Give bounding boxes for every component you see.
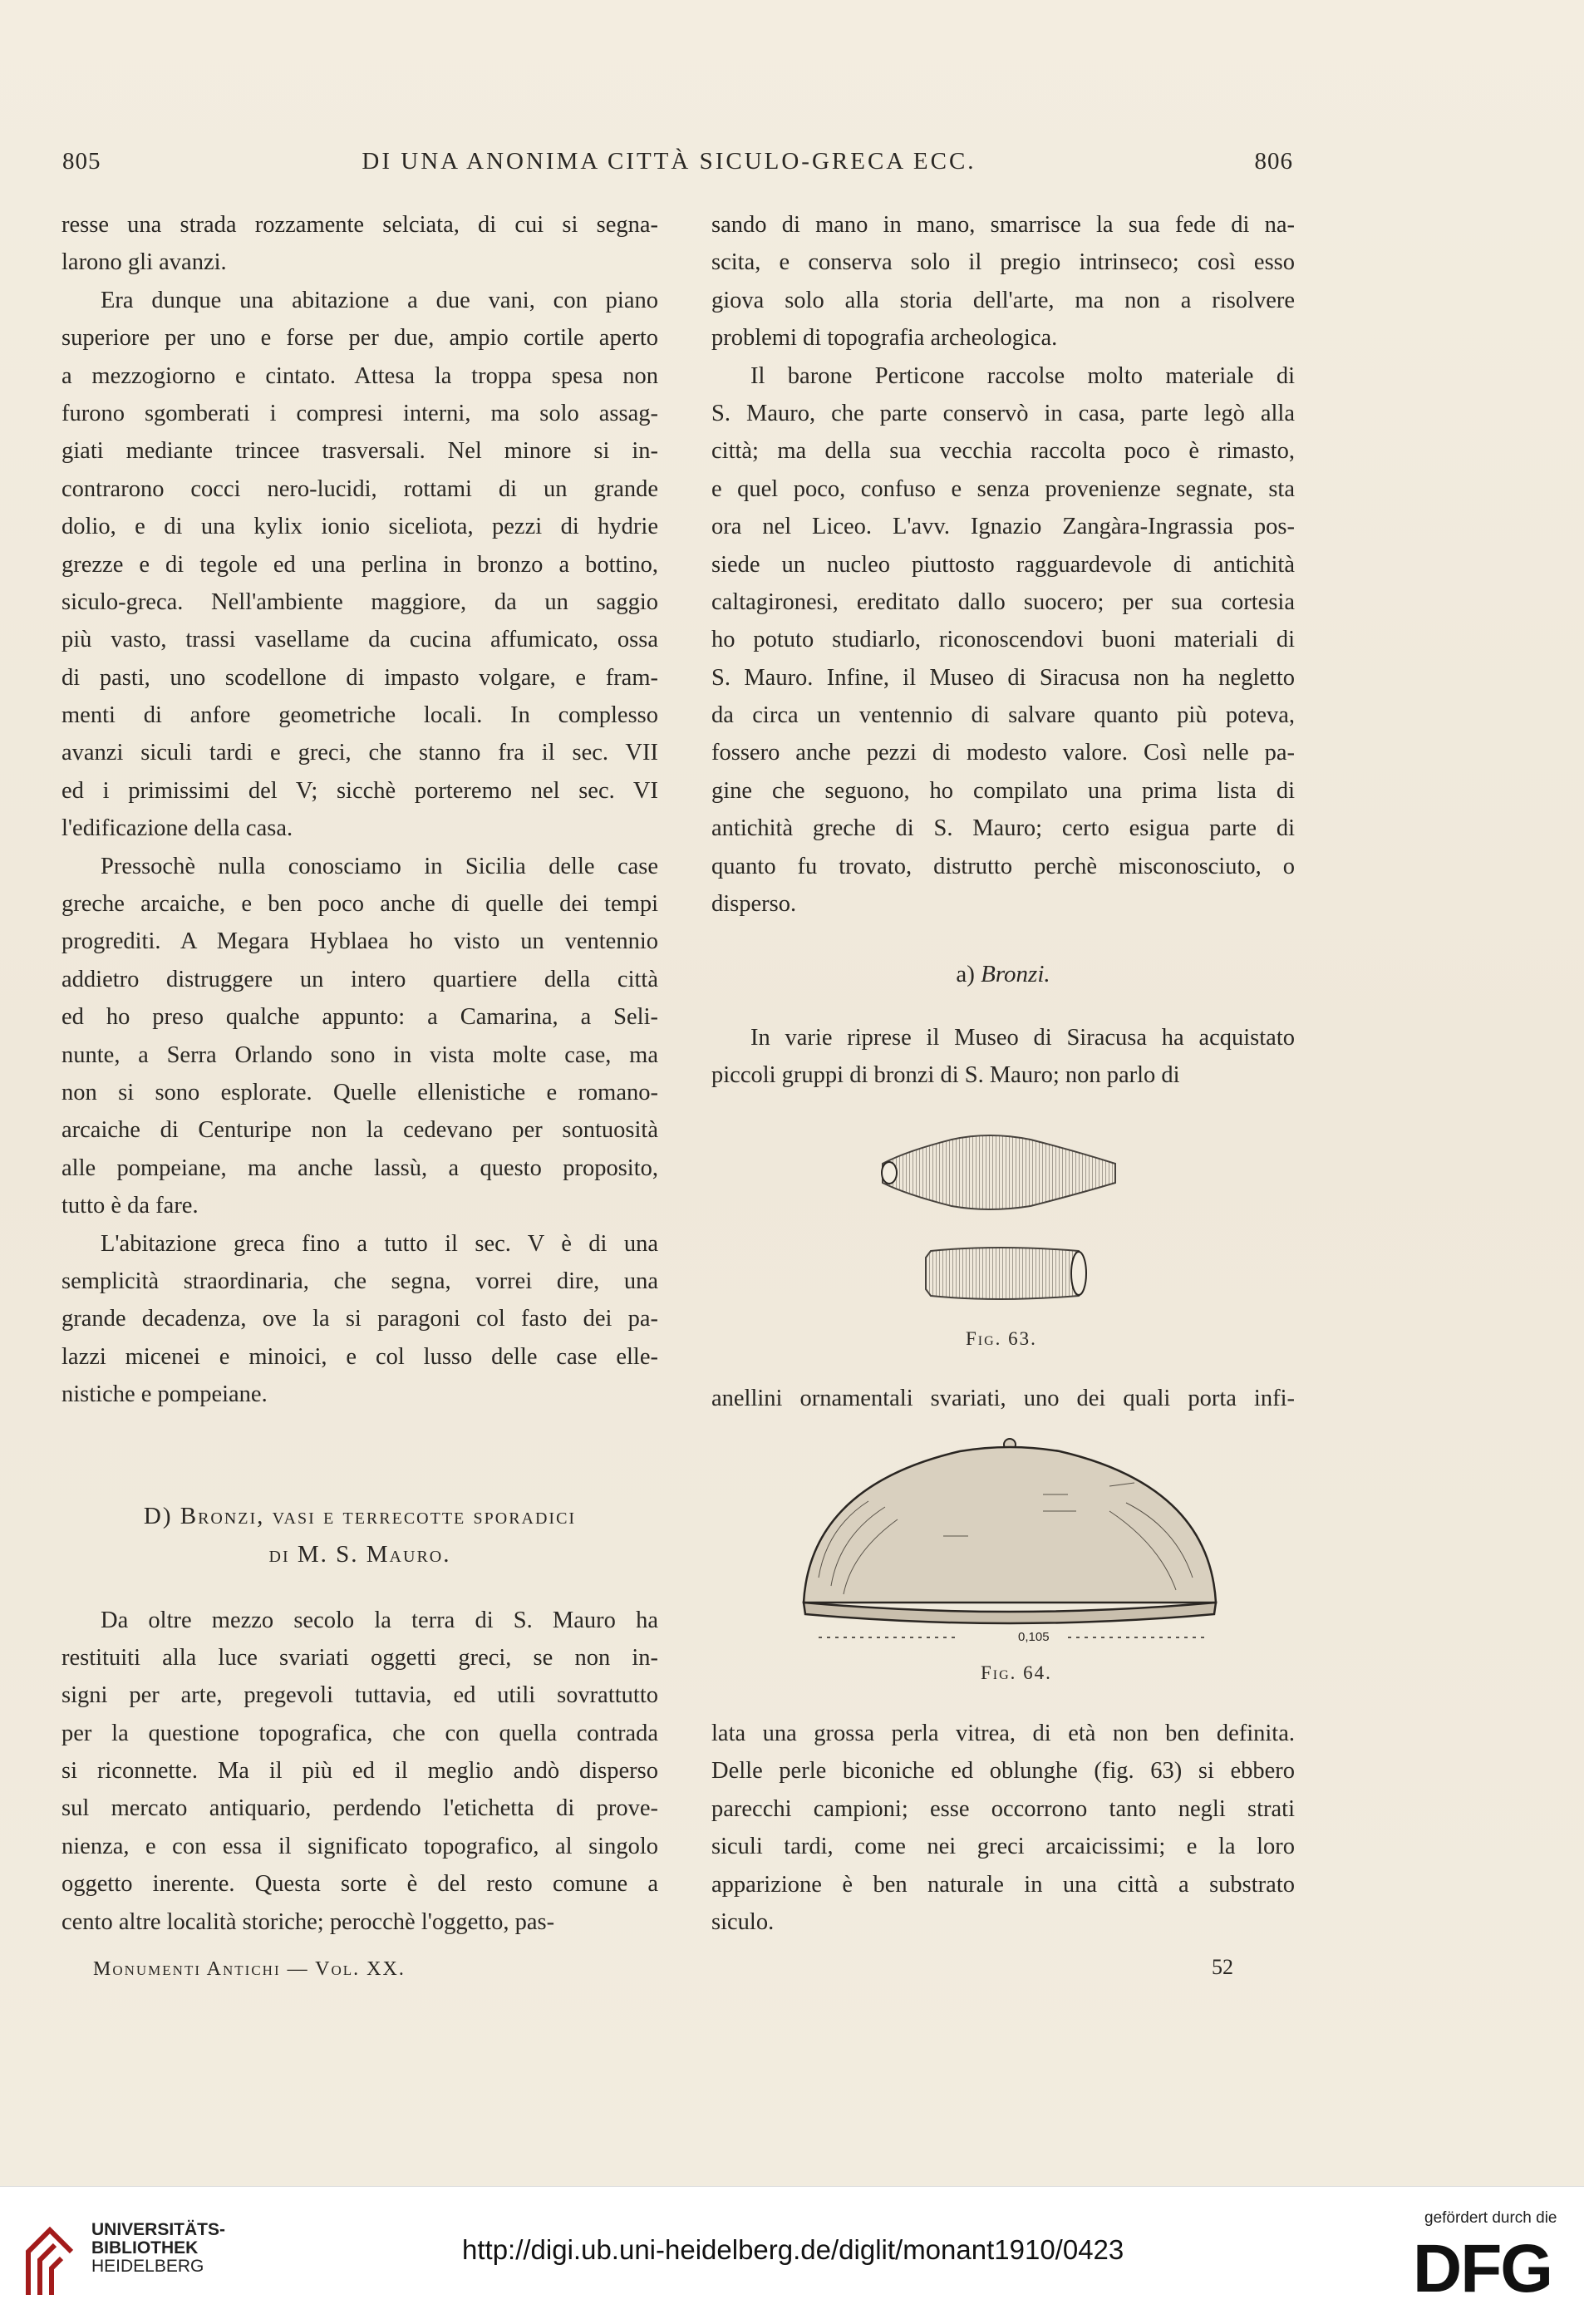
text-line: signi per arte, pregevoli tuttavia, ed utili sovrattutto: [61, 1682, 658, 1709]
subsection-letter: a): [956, 961, 975, 988]
funding-note: gefördert durch die: [1424, 2209, 1557, 2227]
text-line: nistiche e pompeiane.: [61, 1381, 268, 1408]
fig-64-scale-label: 0,105: [1018, 1630, 1050, 1644]
text-line: da circa un ventennio di salvare quanto più poteva,: [711, 702, 1295, 729]
paragraph: [61, 1225, 658, 1414]
text-line: ed i primissimi del V; sicchè porteremo nel sec. VI: [61, 777, 658, 804]
right-column: [711, 206, 1295, 1095]
text-line: grezze e di tegole ed una perlina in bronzo a bottino,: [61, 551, 658, 578]
text-line: menti di anfore geometriche locali. In complesso: [61, 702, 658, 729]
text-line: lazzi micenei e minoici, e col lusso delle case elle-: [61, 1343, 658, 1370]
text-line: superiore per uno e forse per due, ampio cortile aperto: [61, 325, 658, 352]
library-name-line-1: UNIVERSITÄTS-: [91, 2220, 226, 2239]
right-column-mid: [711, 1380, 1295, 1417]
text-line: problemi di topografia archeologica.: [711, 325, 1058, 352]
footer-signature: 52: [1212, 1955, 1233, 1979]
left-column: [61, 206, 658, 1941]
text-line: gine che seguono, ho compilato una prima lista di: [711, 777, 1295, 804]
text-line: progrediti. A Megara Hyblaea ho visto un ventennio: [61, 928, 658, 955]
paragraph: [61, 206, 658, 282]
text-line: giati mediante trincee trasversali. Nel minore si in-: [61, 438, 658, 465]
text-line: S. Mauro, che parte conservò in casa, parte legò alla: [711, 400, 1295, 426]
text-line: parecchi campioni; esse occorrono tanto negli strati: [711, 1795, 1295, 1822]
text-line: a mezzogiorno e cintato. Attesa la troppa spesa non: [61, 362, 658, 389]
paragraph: [711, 357, 1295, 923]
text-line: per la questione topografica, che con quella contrada: [61, 1720, 658, 1746]
text-line: anellini ornamentali svariati, uno dei quali porta infi-: [711, 1386, 1295, 1411]
library-name: [91, 2221, 225, 2276]
text-line: siculo-greca. Nell'ambiente maggiore, da un saggio: [61, 588, 658, 615]
text-line: Pressochè nulla conosciamo in Sicilia delle case: [101, 853, 658, 879]
text-line: lata una grossa perla vitrea, di età non ben definita.: [711, 1721, 1295, 1746]
paragraph: [61, 1602, 658, 1942]
text-line: nienza, e con essa il significato topografico, al singolo: [61, 1833, 658, 1859]
text-line: giova solo alla storia dell'arte, ma non a risolvere: [711, 287, 1295, 313]
subsection-heading: [711, 956, 1295, 993]
text-line: grande decadenza, ove la si paragoni col fasto dei pa-: [61, 1306, 658, 1332]
text-line: dolio, e di una kylix ionio siceliota, pezzi di hydrie: [61, 514, 658, 540]
text-line: cento altre località storiche; perocchè l'oggetto, pas-: [61, 1908, 555, 1935]
library-name-line-3: HEIDELBERG: [91, 2257, 204, 2276]
text-line: semplicità straordinaria, che segna, vorrei dire, una: [61, 1268, 658, 1294]
footer-journal: Monumenti Antichi — Vol. XX.: [93, 1958, 406, 1980]
paragraph: [61, 282, 658, 848]
text-line: alle pompeiane, ma anche lassù, a questo proposito,: [61, 1155, 658, 1181]
text-line: S. Mauro. Infine, il Museo di Siracusa non ha negletto: [711, 664, 1295, 691]
library-name-line-2: BIBLIOTHEK: [91, 2238, 199, 2258]
text-line: Il barone Perticone raccolse molto materiale di: [750, 362, 1295, 389]
paragraph: [711, 206, 1295, 357]
text-line: più vasto, trassi vasellame da cucina affumicato, ossa: [61, 627, 658, 653]
text-line: arcaiche di Centuripe non la cedevano per sontuosità: [61, 1117, 658, 1144]
text-line: siculi tardi, come nei greci arcaicissimi; e la loro: [711, 1834, 1295, 1860]
permalink-url[interactable]: http://digi.ub.uni-heidelberg.de/diglit/monant1910/0423: [462, 2234, 1124, 2265]
text-line: restituiti alla luce svariati oggetti greci, se non in-: [61, 1644, 658, 1671]
text-line: resse una strada rozzamente selciata, di cui si segna-: [61, 212, 658, 238]
text-line: ora nel Liceo. L'avv. Ignazio Zangàra-Ingrassia pos-: [711, 514, 1295, 540]
text-line: disperso.: [711, 891, 797, 918]
text-line: ed ho preso qualche appunto: a Camarina, a Seli-: [61, 1004, 658, 1031]
paragraph: [61, 848, 658, 1225]
left-page-number: 805: [62, 148, 101, 175]
text-line: greche arcaiche, e ben poco anche di quelle dei tempi: [61, 891, 658, 918]
text-line: non si sono esplorate. Quelle ellenistiche e romano-: [61, 1079, 658, 1105]
text-line: scita, e conserva solo il pregio intrinseco; così esso: [711, 249, 1295, 276]
section-title: D) Bronzi, vasi e terrecotte sporadici: [143, 1502, 577, 1529]
subsection-word: Bronzi.: [981, 961, 1050, 988]
text-line: fossero anche pezzi di modesto valore. Così nelle pa-: [711, 740, 1295, 766]
text-line: In varie riprese il Museo di Siracusa ha acquistato: [750, 1024, 1295, 1051]
text-line: caltagironesi, ereditato dallo suocero; per sua cortesia: [711, 588, 1295, 615]
text-line: città; ma della sua vecchia raccolta poco è rimasto,: [711, 438, 1295, 465]
text-line: Delle perle biconiche ed oblunghe (fig. 63) si ebbero: [711, 1758, 1295, 1785]
library-logo-icon: [22, 2223, 81, 2298]
fig-64-caption: Fig. 64.: [981, 1662, 1052, 1683]
text-line: nunte, a Serra Orlando sono in vista molte case, ma: [61, 1041, 658, 1068]
text-line: antichità greche di S. Mauro; certo esigua parte di: [711, 815, 1295, 842]
running-title: [0, 148, 1584, 175]
text-line: contrarono cocci nero-lucidi, rottami di un grande: [61, 475, 658, 502]
text-line: avanzi siculi tardi e greci, che stanno fra il sec. VII: [61, 740, 658, 766]
right-column-lower: [711, 1715, 1295, 1941]
section-title-line-2: di M. S. Mauro.: [268, 1540, 451, 1568]
fig-64-cap-illustration: [794, 1436, 1226, 1644]
text-line: di pasti, uno scodellone di impasto volgare, e fram-: [61, 664, 658, 691]
text-line: siculo.: [711, 1908, 775, 1935]
text-line: L'abitazione greca fino a tutto il sec. V è di una: [101, 1230, 658, 1257]
text-line: Era dunque una abitazione a due vani, con piano: [101, 287, 658, 313]
text-line: apparizione è ben naturale in una città a substrato: [711, 1871, 1295, 1898]
text-line: larono gli avanzi.: [61, 249, 227, 276]
running-title-text: DI UNA ANONIMA CITTÀ SICULO-GRECA ECC.: [362, 148, 976, 175]
text-line: furono sgomberati i compresi interni, ma solo assag-: [61, 400, 658, 426]
fig-63-beads-illustration: [873, 1126, 1122, 1326]
text-line: l'edificazione della casa.: [61, 815, 293, 842]
fig-63-caption: Fig. 63.: [966, 1328, 1037, 1349]
text-line: oggetto inerente. Questa sorte è del resto comune a: [61, 1871, 658, 1898]
paragraph: [711, 1019, 1295, 1095]
text-line: sando di mano in mano, smarrisce la sua fede di na-: [711, 212, 1295, 238]
right-page-number: 806: [1254, 148, 1293, 175]
text-line: siede un nucleo piuttosto ragguardevole di antichità: [711, 551, 1295, 578]
text-line: si riconnette. Ma il più ed il meglio andò disperso: [61, 1758, 658, 1785]
text-line: Da oltre mezzo secolo la terra di S. Mauro ha: [101, 1607, 658, 1633]
text-line: addietro distruggere un intero quartiere della città: [61, 966, 658, 992]
text-line: e quel poco, confuso e senza provenienze segnate, sta: [711, 475, 1295, 502]
text-line: quanto fu trovato, distrutto perchè misconosciuto, o: [711, 853, 1295, 879]
dfg-logo: DFG: [1413, 2231, 1552, 2307]
text-line: piccoli gruppi di bronzi di S. Mauro; non parlo di: [711, 1062, 1180, 1089]
paragraph: [711, 1715, 1295, 1941]
text-line: tutto è da fare.: [61, 1193, 199, 1219]
text-line: sul mercato antiquario, perdendo l'etichetta di prove-: [61, 1795, 658, 1822]
text-line: ho potuto studiarlo, riconoscendovi buoni materiali di: [711, 627, 1295, 653]
